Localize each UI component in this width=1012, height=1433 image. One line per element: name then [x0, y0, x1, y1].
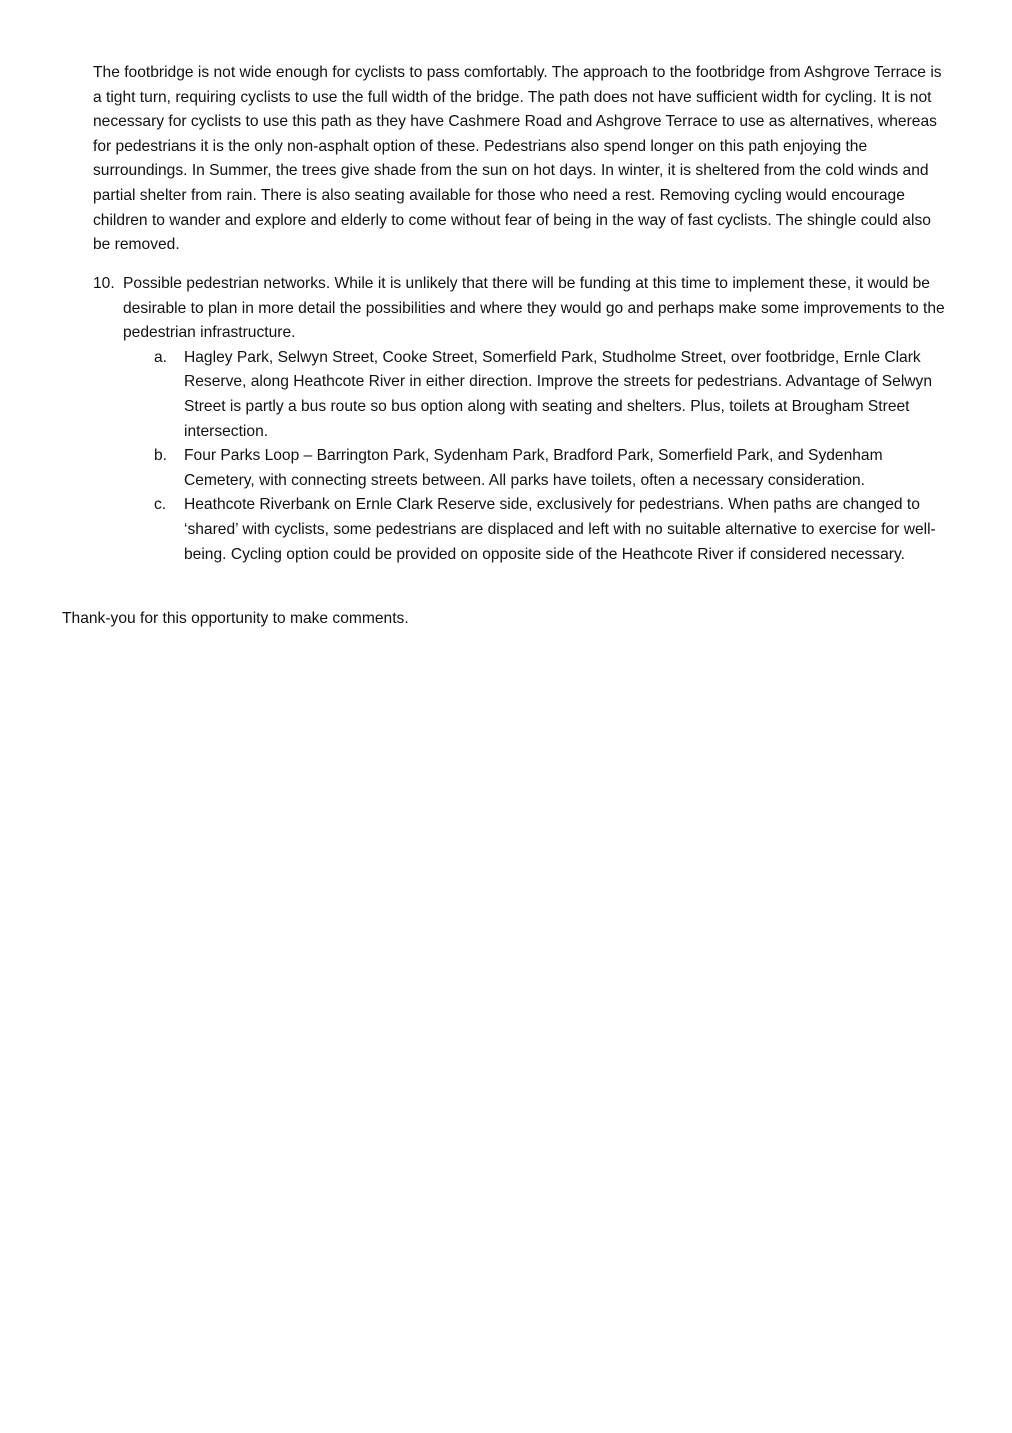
- sub-item-marker: c.: [154, 496, 167, 514]
- item-10-text: Possible pedestrian networks. While it is unlikely that there will be funding at this time to implement these, it would be desirable to plan in more detail the possibilities and where they would go and perhaps make some improvements to the pedestrian infrastructure.: [123, 275, 945, 342]
- sub-item-c: [123, 493, 949, 567]
- sub-item-text: Heathcote Riverbank on Ernle Clark Reserve side, exclusively for pedestrians. When paths are changed to ‘shared’ with cyclists, some pedestrians are displaced and left with no suitable alternative to exercise for well-being. Cycling option could be provided on opposite side of the Heathcote River if considered necessary.: [184, 496, 936, 563]
- intro-paragraph: The footbridge is not wide enough for cyclists to pass comfortably. The approach to the footbridge from Ashgrove Terrace is a tight turn, requiring cyclists to use the full width of the bridge. The path does not have sufficient width for cycling. It is not necessary for cyclists to use this path as they have Cashmere Road and Ashgrove Terrace to use as alternatives, whereas for pedestrians it is the only non-asphalt option of these. Pedestrians also spend longer on this path enjoying the surroundings. In Summer, the trees give shade from the sun on hot days. In winter, it is sheltered from the cold winds and partial shelter from rain. There is also seating available for those who need a rest. Removing cycling would encourage children to wander and explore and elderly to come without fear of being in the way of fast cyclists. The shingle could also be removed.: [93, 64, 942, 254]
- closing-line: Thank-you for this opportunity to make comments.: [62, 610, 409, 627]
- sub-item-b: [123, 444, 949, 493]
- sub-list: [123, 346, 949, 567]
- numbered-item-10: [93, 272, 949, 567]
- sub-item-marker: a.: [154, 348, 168, 366]
- sub-item-text: Four Parks Loop – Barrington Park, Sydenham Park, Bradford Park, Somerfield Park, and Sydenham Cemetery, with connecting streets between. All parks have toilets, often a necessary consideration.: [184, 447, 883, 489]
- item-body: [123, 272, 949, 567]
- sub-item-text: Hagley Park, Selwyn Street, Cooke Street, Somerfield Park, Studholme Street, over footbridge, Ernle Clark Reserve, along Heathcote River in either direction. Improve the streets for pedestrians. Advantage of Selwyn Street is partly a bus route so bus option along with seating and shelters. Plus, toilets at Brougham Street intersection.: [184, 348, 933, 440]
- sub-item-marker: b.: [154, 447, 168, 465]
- item-number-marker: 10.: [93, 275, 115, 292]
- sub-item-a: [123, 346, 949, 444]
